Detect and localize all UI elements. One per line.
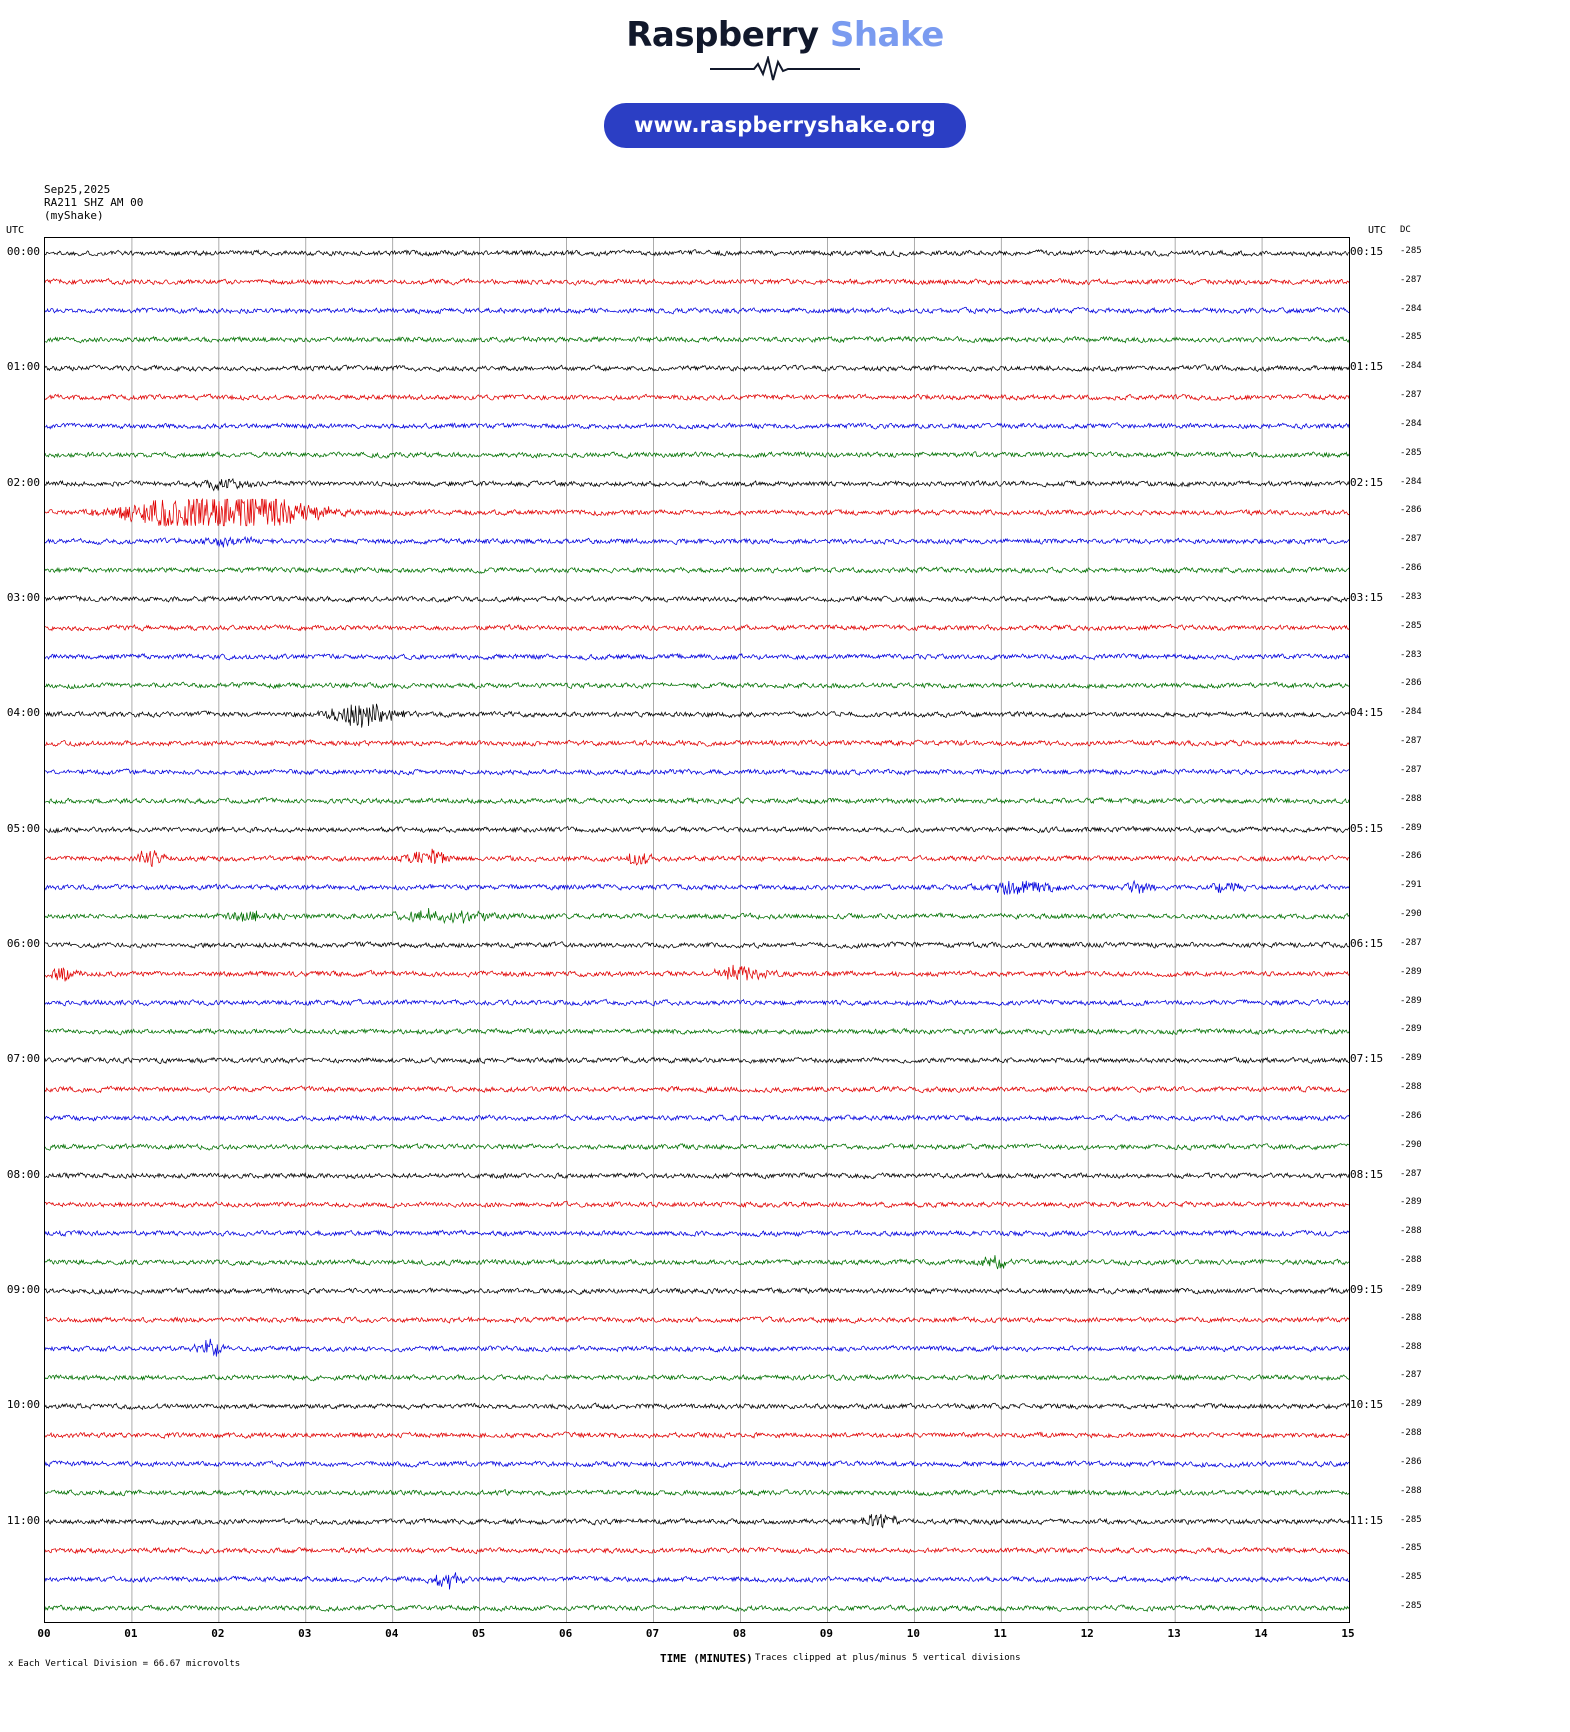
- grid-lines: [132, 238, 1262, 1622]
- dc-offset-label: -284: [1400, 707, 1422, 718]
- trace-line: [45, 1605, 1349, 1612]
- trace-line: [45, 596, 1349, 602]
- x-tick-label: 09: [819, 1627, 834, 1640]
- dc-offset-label: -290: [1400, 1139, 1422, 1150]
- row-label-right: 00:15: [1350, 244, 1384, 258]
- row-label-left: 05:00: [6, 821, 40, 835]
- row-label-right: 05:15: [1350, 821, 1384, 835]
- dc-offset-label: -285: [1400, 620, 1422, 631]
- dc-offset-label: -289: [1400, 1283, 1422, 1294]
- plot-nickname: (myShake): [44, 209, 104, 222]
- x-tick-label: 08: [732, 1627, 747, 1640]
- trace-line: [45, 624, 1349, 631]
- trace-line: [45, 908, 1349, 923]
- dc-offset-label: -286: [1400, 563, 1422, 574]
- dc-offset-label: -287: [1400, 764, 1422, 775]
- dc-offset-label: -287: [1400, 937, 1422, 948]
- row-label-left: 04:00: [6, 706, 40, 720]
- helicorder-plot: [0, 175, 1570, 1732]
- brand-title-primary: Raspberry: [626, 15, 819, 55]
- trace-line: [45, 250, 1349, 257]
- trace-line: [45, 769, 1349, 775]
- dc-offset-label: -285: [1400, 1514, 1422, 1525]
- dc-offset-label: -286: [1400, 851, 1422, 862]
- dc-offset-label: -289: [1400, 1399, 1422, 1410]
- dc-offset-label: -288: [1400, 1312, 1422, 1323]
- trace-line: [45, 1115, 1349, 1121]
- dc-offset-label: -287: [1400, 274, 1422, 285]
- row-label-right: 02:15: [1350, 475, 1384, 489]
- dc-offset-label: -288: [1400, 1341, 1422, 1352]
- dc-offset-label: -284: [1400, 476, 1422, 487]
- row-label-left: 10:00: [6, 1398, 40, 1412]
- row-label-left: 00:00: [6, 244, 40, 258]
- row-label-left: 11:00: [6, 1513, 40, 1527]
- trace-line: [45, 1403, 1349, 1409]
- x-tick-label: 05: [472, 1627, 486, 1640]
- brand-title: [0, 15, 1570, 55]
- trace-line: [45, 1173, 1349, 1179]
- row-label-right: 04:15: [1350, 706, 1384, 720]
- trace-line: [45, 798, 1349, 805]
- row-label-right: 06:15: [1350, 936, 1384, 950]
- trace-line: [45, 1375, 1349, 1381]
- dc-offset-label: -289: [1400, 995, 1422, 1006]
- x-tick-label: 02: [211, 1627, 225, 1640]
- trace-line: [45, 1201, 1349, 1208]
- trace-line: [45, 1572, 1349, 1589]
- row-label-left: 09:00: [6, 1282, 40, 1296]
- x-tick-label: 14: [1254, 1627, 1268, 1640]
- dc-offset-label: -285: [1400, 1601, 1422, 1612]
- row-label-right: 09:15: [1350, 1282, 1384, 1296]
- x-tick-label: 01: [124, 1627, 138, 1640]
- row-label-right: 08:15: [1350, 1167, 1384, 1181]
- trace-line: [45, 654, 1349, 661]
- dc-offset-label: -285: [1400, 447, 1422, 458]
- trace-line: [45, 1057, 1349, 1064]
- trace-line: [45, 1029, 1349, 1035]
- row-label-right: 11:15: [1350, 1513, 1384, 1527]
- trace-line: [45, 307, 1349, 314]
- dc-offset-label: -284: [1400, 303, 1422, 314]
- seismogram-traces: [45, 238, 1349, 1622]
- plot-metadata: [44, 183, 143, 222]
- dc-offset-label: -288: [1400, 1255, 1422, 1266]
- dc-offset-label: -284: [1400, 361, 1422, 372]
- dc-offset-label: -286: [1400, 1456, 1422, 1467]
- dc-offset-label: -289: [1400, 1197, 1422, 1208]
- trace-line: [45, 704, 1349, 728]
- dc-offset-label: -290: [1400, 909, 1422, 920]
- brand-title-secondary: Shake: [829, 15, 944, 55]
- trace-line: [45, 279, 1349, 286]
- trace-line: [45, 849, 1349, 867]
- trace-line: [45, 452, 1349, 459]
- trace-line: [45, 965, 1349, 981]
- dc-axis-title: DC: [1400, 225, 1411, 235]
- website-link[interactable]: www.raspberryshake.org: [604, 103, 966, 148]
- dc-offset-label: -287: [1400, 534, 1422, 545]
- dc-offset-label: -283: [1400, 591, 1422, 602]
- dc-offset-label: -288: [1400, 1226, 1422, 1237]
- page-header: [0, 0, 1570, 148]
- trace-line: [45, 537, 1349, 548]
- row-label-left: 01:00: [6, 360, 40, 374]
- row-label-left: 03:00: [6, 590, 40, 604]
- dc-offset-label: -288: [1400, 1428, 1422, 1439]
- row-label-right: 03:15: [1350, 590, 1384, 604]
- trace-line: [45, 942, 1349, 949]
- x-tick-label: 03: [298, 1627, 312, 1640]
- vertical-division-note: Each Vertical Division = 66.67 microvolts: [18, 1659, 241, 1669]
- waveform-icon: [710, 56, 860, 82]
- trace-grid[interactable]: [44, 237, 1350, 1623]
- trace-line: [45, 1288, 1349, 1295]
- dc-offset-label: -288: [1400, 1485, 1422, 1496]
- row-label-right: 10:15: [1350, 1398, 1384, 1412]
- dc-offset-label: -285: [1400, 245, 1422, 256]
- dc-offset-label: -291: [1400, 880, 1422, 891]
- row-label-right: 01:15: [1350, 360, 1384, 374]
- x-tick-label: 07: [645, 1627, 660, 1640]
- dc-offset-label: -287: [1400, 1168, 1422, 1179]
- dc-offset-label: -286: [1400, 1110, 1422, 1121]
- x-tick-label: 13: [1167, 1627, 1181, 1640]
- trace-line: [45, 1339, 1349, 1357]
- trace-line: [45, 365, 1349, 372]
- dc-offset-label: -285: [1400, 332, 1422, 343]
- trace-line: [45, 999, 1349, 1006]
- row-label-right: 07:15: [1350, 1052, 1384, 1066]
- trace-line: [45, 1547, 1349, 1554]
- footer-tick-marker: x: [8, 1659, 14, 1669]
- trace-line: [45, 499, 1349, 526]
- dc-offset-label: -288: [1400, 793, 1422, 804]
- dc-offset-label: -289: [1400, 822, 1422, 833]
- trace-line: [45, 740, 1349, 747]
- dc-offset-label: -287: [1400, 390, 1422, 401]
- trace-line: [45, 1144, 1349, 1151]
- clip-note: Traces clipped at plus/minus 5 vertical divisions: [755, 1653, 1021, 1663]
- trace-line: [45, 394, 1349, 400]
- dc-offset-label: -287: [1400, 1370, 1422, 1381]
- row-label-left: 07:00: [6, 1052, 40, 1066]
- dc-offset-label: -285: [1400, 1543, 1422, 1554]
- trace-line: [45, 479, 1349, 491]
- x-tick-label: 00: [37, 1627, 51, 1640]
- trace-line: [45, 881, 1349, 895]
- left-axis-title: UTC: [6, 225, 25, 236]
- trace-line: [45, 682, 1349, 689]
- dc-offset-label: -286: [1400, 505, 1422, 516]
- trace-line: [45, 1317, 1349, 1324]
- x-tick-label: 11: [993, 1627, 1007, 1640]
- plot-station: RA211 SHZ AM 00: [44, 196, 144, 209]
- dc-offset-label: -287: [1400, 736, 1422, 747]
- trace-line: [45, 1461, 1349, 1467]
- dc-offset-label: -288: [1400, 1082, 1422, 1093]
- x-tick-label: 15: [1341, 1627, 1355, 1640]
- row-label-left: 08:00: [6, 1167, 40, 1181]
- trace-line: [45, 423, 1349, 429]
- trace-line: [45, 1514, 1349, 1528]
- trace-line: [45, 827, 1349, 833]
- trace-line: [45, 1432, 1349, 1438]
- trace-line: [45, 336, 1349, 342]
- dc-offset-label: -289: [1400, 966, 1422, 977]
- trace-line: [45, 1086, 1349, 1093]
- dc-offset-label: -283: [1400, 649, 1422, 660]
- x-tick-label: 10: [906, 1627, 920, 1640]
- dc-offset-label: -289: [1400, 1053, 1422, 1064]
- x-tick-label: 06: [558, 1627, 573, 1640]
- trace-line: [45, 1490, 1349, 1496]
- trace-line: [45, 1230, 1349, 1236]
- x-axis-title: TIME (MINUTES): [660, 1652, 753, 1665]
- row-label-left: 02:00: [6, 475, 40, 489]
- trace-line: [45, 567, 1349, 573]
- trace-line: [45, 1255, 1349, 1269]
- dc-offset-label: -289: [1400, 1024, 1422, 1035]
- dc-offset-label: -284: [1400, 418, 1422, 429]
- x-tick-label: 12: [1080, 1627, 1094, 1640]
- dc-offset-label: -286: [1400, 678, 1422, 689]
- right-axis-title: UTC: [1368, 225, 1387, 236]
- plot-date: Sep25,2025: [44, 183, 111, 196]
- row-label-left: 06:00: [6, 936, 40, 950]
- x-tick-label: 04: [385, 1627, 399, 1640]
- dc-offset-label: -285: [1400, 1572, 1422, 1583]
